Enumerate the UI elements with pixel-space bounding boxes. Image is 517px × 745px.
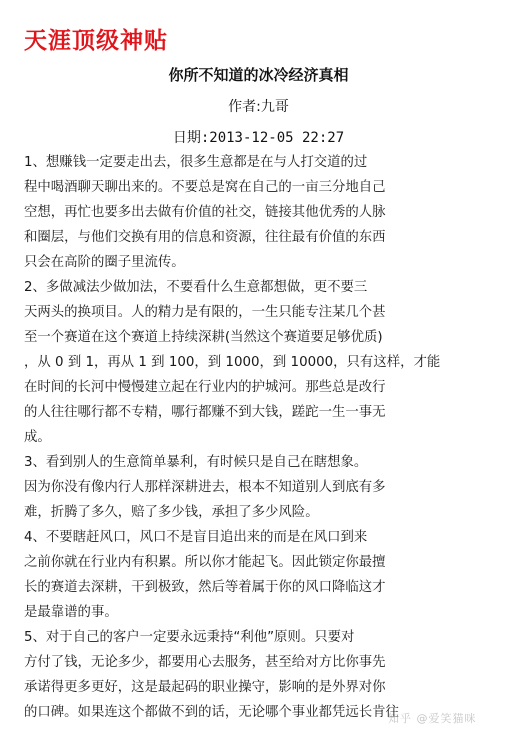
body-line: 在时间的长河中慢慢建立起在行业内的护城河。那些总是改行 <box>24 380 386 395</box>
body-line: 5、对于自己的客户一定要永远秉持“利他”原则。只要对 <box>24 630 355 645</box>
article-title: 你所不知道的冰冷经济真相 <box>168 66 349 84</box>
brand-title: 天涯顶级神贴 <box>24 27 168 54</box>
body-line: 4、不要瞎赶风口，风口不是盲目追出来的而是在风口到来 <box>24 530 368 545</box>
body-line: 是最靠谱的事。 <box>24 605 118 620</box>
body-line: 2、多做减法少做加法，不要看什么生意都想做，更不要三 <box>24 280 368 295</box>
body-line: 成。 <box>24 430 51 445</box>
body-line: 的口碑。如果连这个都做不到的话，无论哪个事业都凭远长肯往 <box>24 705 399 720</box>
watermark: 知乎 @爱笑猫咪 <box>388 712 477 725</box>
body-line: 的人往往哪行都不专精，哪行都赚不到大钱，蹉跎一生一事无 <box>24 405 386 420</box>
body-line: 之前你就在行业内有积累。所以你才能起飞。因此锁定你最擅 <box>24 555 386 570</box>
body-line: 难，折腾了多久，赔了多少钱，承担了多少风险。 <box>24 505 319 520</box>
body-line: 1、想赚钱一定要走出去，很多生意都是在与人打交道的过 <box>24 155 368 170</box>
body-line: 因为你没有像内行人那样深耕进去，根本不知道别人到底有多 <box>24 480 386 495</box>
body-line: 方付了钱，无论多少，都要用心去服务，甚至给对方比你事先 <box>24 655 386 670</box>
body-line: 承诺得更多更好，这是最起码的职业操守，影响的是外界对你 <box>24 680 386 695</box>
body-line: 长的赛道去深耕，干到极致，然后等着属于你的风口降临这才 <box>24 580 386 595</box>
body-line: 3、看到别人的生意简单暴利，有时候只是自己在瞎想象。 <box>24 455 368 470</box>
body-line: 和圈层，与他们交换有用的信息和资源，往往最有价值的东西 <box>24 230 386 245</box>
body-line: 程中喝酒聊天聊出来的。不要总是窝在自己的一亩三分地自己 <box>24 180 386 195</box>
body-line: 至一个赛道在这个赛道上持续深耕(当然这个赛道要足够优质) <box>24 330 383 345</box>
body-line: 只会在高阶的圈子里流传。 <box>24 255 185 270</box>
body-line: 天两头的换项目。人的精力是有限的，一生只能专注某几个甚 <box>24 305 386 320</box>
body-line: 空想，再忙也要多出去做有价值的社交，链接其他优秀的人脉 <box>24 205 386 220</box>
article-author: 作者:九哥 <box>228 99 289 115</box>
body-line: ，从 0 到 1，再从 1 到 100，到 1000，到 10000，只有这样，才能 <box>24 355 441 370</box>
article-date: 日期:2013-12-05 22:27 <box>172 130 345 146</box>
